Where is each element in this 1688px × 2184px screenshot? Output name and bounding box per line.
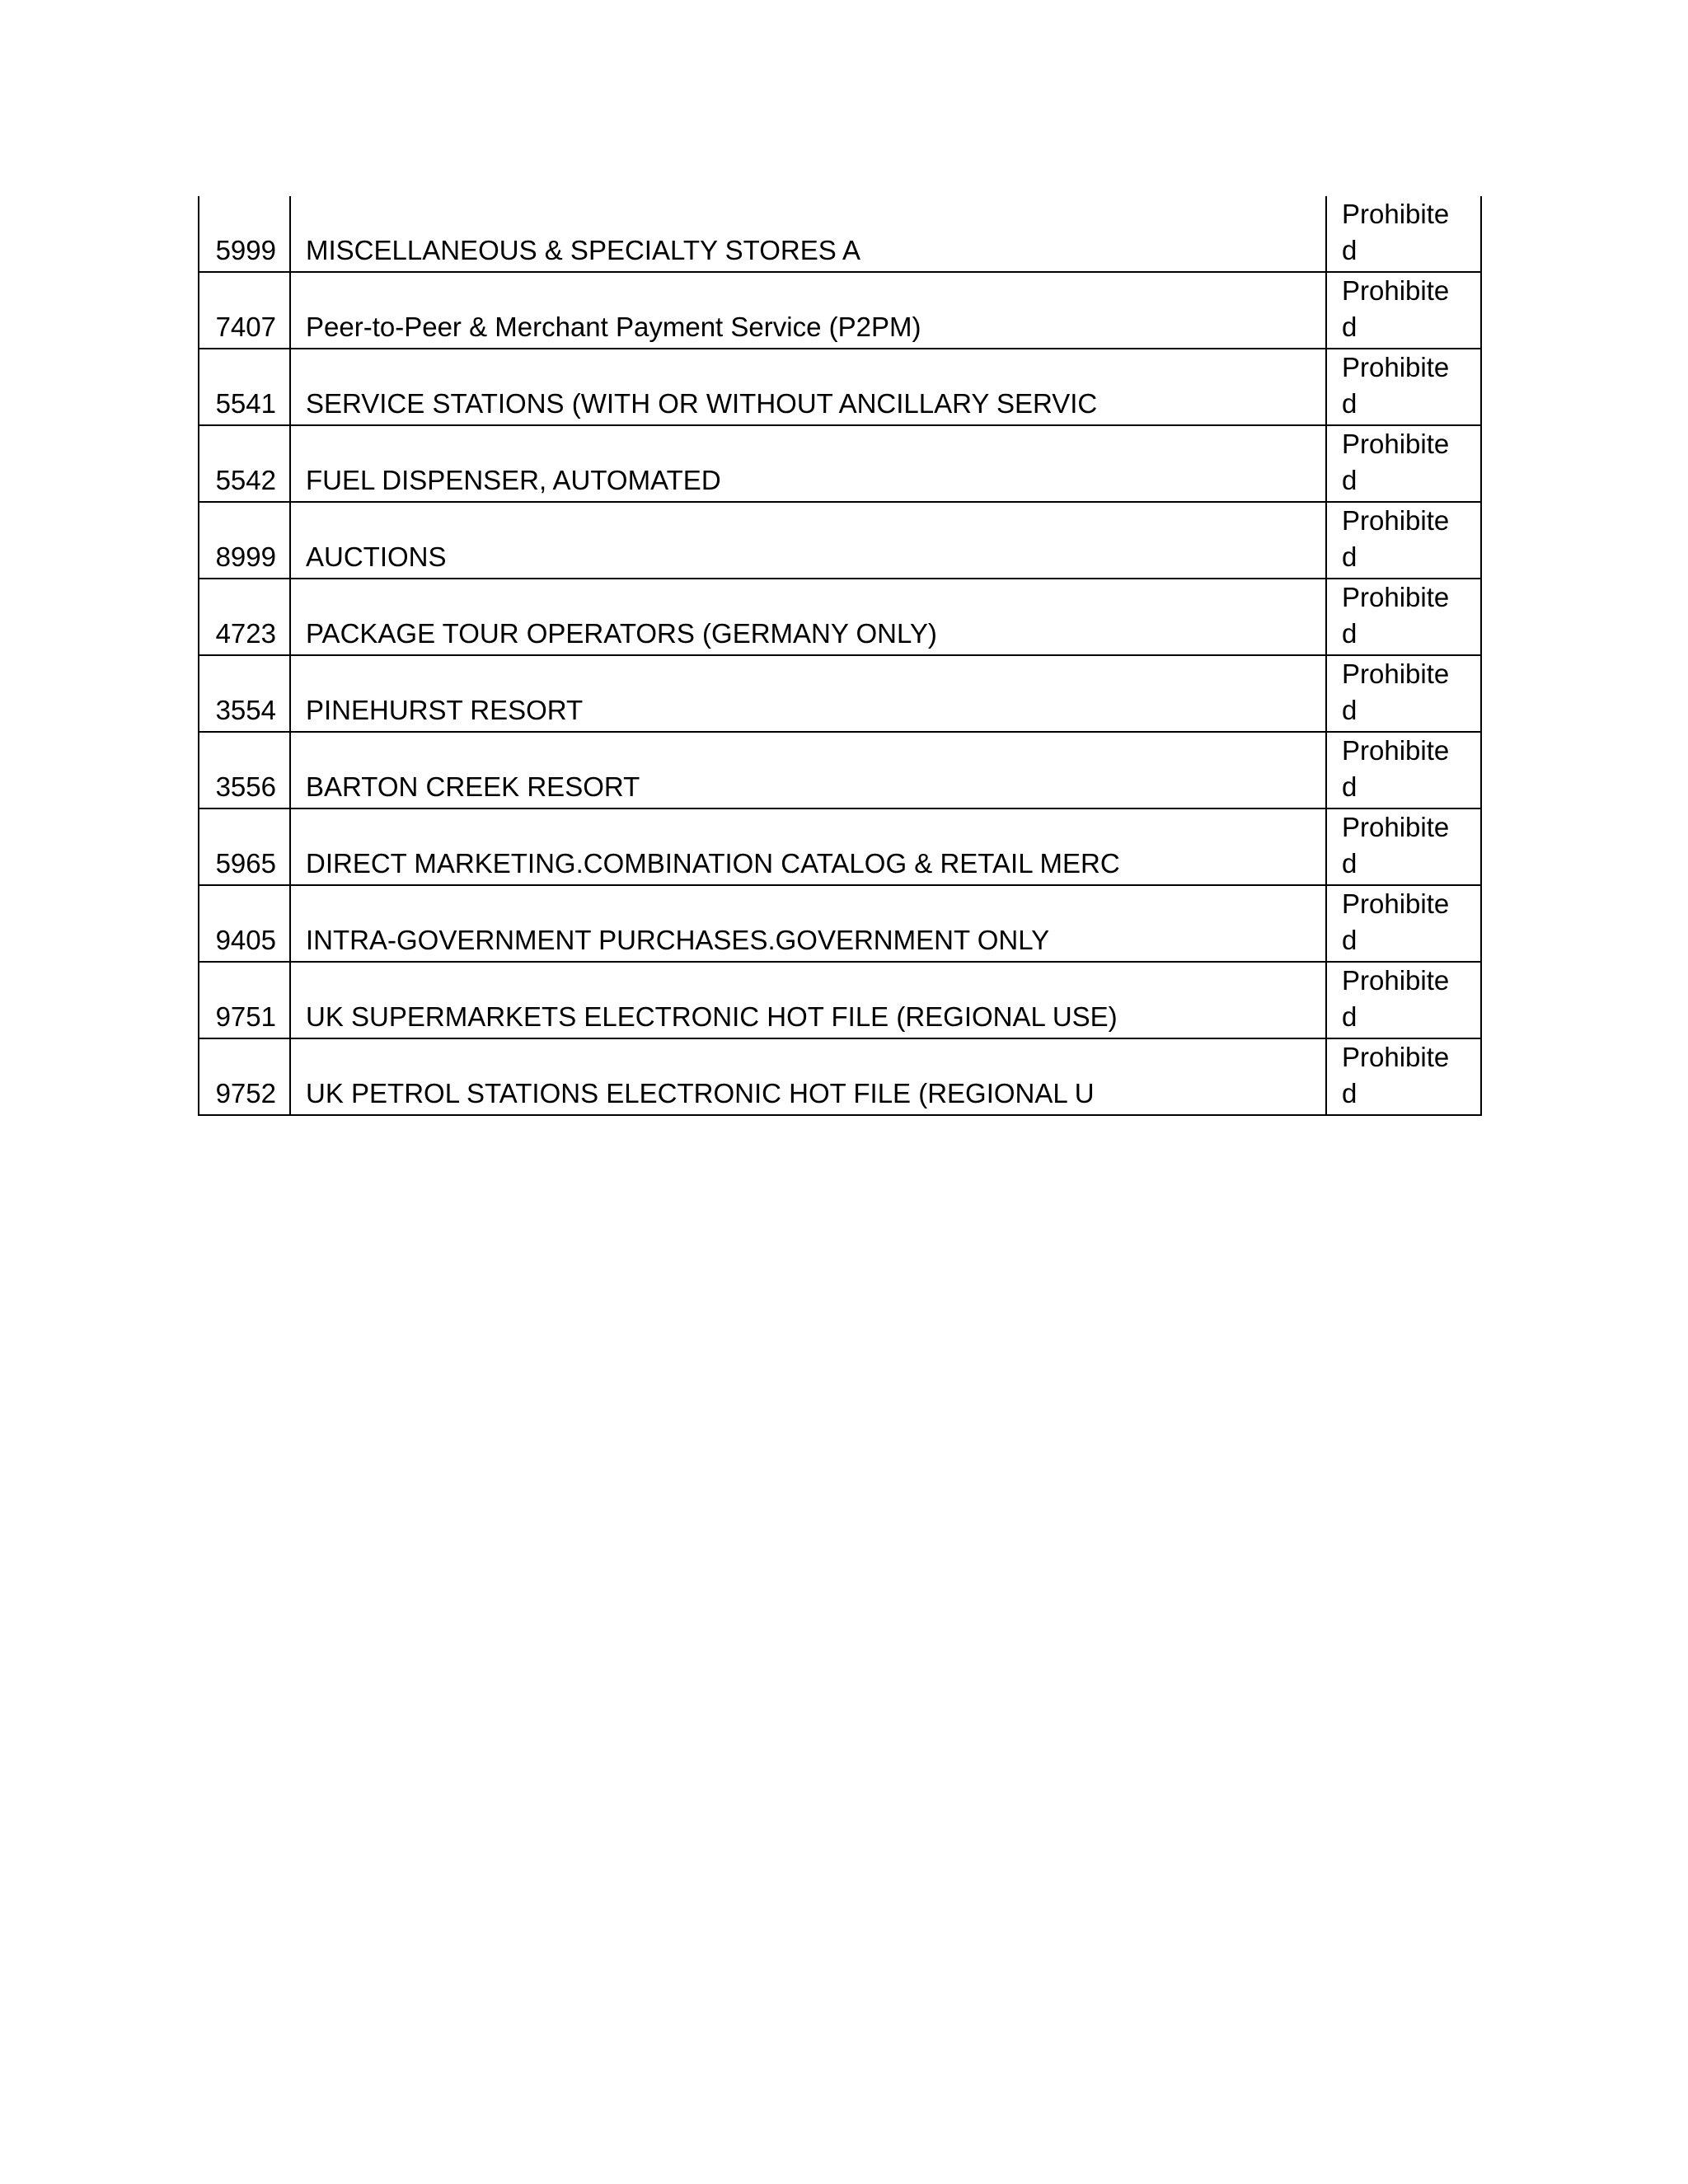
- status-text: Prohibited: [1342, 1042, 1450, 1108]
- table-row: [199, 962, 1481, 1038]
- mcc-status-cell: [1326, 425, 1481, 502]
- table-row: [199, 349, 1481, 425]
- mcc-description-cell: PACKAGE TOUR OPERATORS (GERMANY ONLY): [290, 579, 1326, 655]
- status-text: Prohibited: [1342, 658, 1450, 725]
- mcc-description-cell: DIRECT MARKETING.COMBINATION CATALOG & RETAIL MERC: [290, 808, 1326, 885]
- status-text: Prohibited: [1342, 965, 1450, 1032]
- mcc-description-cell: BARTON CREEK RESORT: [290, 732, 1326, 808]
- mcc-code-cell: 5541: [199, 349, 290, 425]
- status-text: Prohibited: [1342, 505, 1450, 572]
- mcc-description-cell: SERVICE STATIONS (WITH OR WITHOUT ANCILLARY SERVIC: [290, 349, 1326, 425]
- status-text: Prohibited: [1342, 888, 1450, 955]
- mcc-description-cell: INTRA-GOVERNMENT PURCHASES.GOVERNMENT ONLY: [290, 885, 1326, 962]
- mcc-code-cell: 5999: [199, 196, 290, 272]
- mcc-description-cell: AUCTIONS: [290, 502, 1326, 579]
- table-row: [199, 655, 1481, 732]
- mcc-code-cell: 9405: [199, 885, 290, 962]
- table-row: [199, 732, 1481, 808]
- mcc-code-cell: 7407: [199, 272, 290, 349]
- table-row: [199, 502, 1481, 579]
- mcc-status-cell: [1326, 808, 1481, 885]
- mcc-status-cell: [1326, 502, 1481, 579]
- mcc-code-cell: 8999: [199, 502, 290, 579]
- mcc-code-cell: 4723: [199, 579, 290, 655]
- status-text: Prohibited: [1342, 812, 1450, 879]
- table-row: [199, 579, 1481, 655]
- status-text: Prohibited: [1342, 582, 1450, 649]
- status-text: Prohibited: [1342, 735, 1450, 802]
- mcc-status-cell: [1326, 655, 1481, 732]
- merchant-category-table: [198, 196, 1482, 1116]
- mcc-status-cell: [1326, 579, 1481, 655]
- table-row: [199, 885, 1481, 962]
- table-row: [199, 808, 1481, 885]
- mcc-code-cell: 5542: [199, 425, 290, 502]
- mcc-status-cell: [1326, 962, 1481, 1038]
- mcc-status-cell: [1326, 1038, 1481, 1115]
- mcc-code-cell: 9751: [199, 962, 290, 1038]
- mcc-code-cell: 3554: [199, 655, 290, 732]
- status-text: Prohibited: [1342, 275, 1450, 342]
- mcc-description-cell: PINEHURST RESORT: [290, 655, 1326, 732]
- mcc-status-cell: [1326, 885, 1481, 962]
- table-row: [199, 272, 1481, 349]
- mcc-description-cell: FUEL DISPENSER, AUTOMATED: [290, 425, 1326, 502]
- table-row: [199, 196, 1481, 272]
- mcc-code-cell: 5965: [199, 808, 290, 885]
- status-text: Prohibited: [1342, 199, 1450, 265]
- status-text: Prohibited: [1342, 352, 1450, 419]
- mcc-description-cell: MISCELLANEOUS & SPECIALTY STORES A: [290, 196, 1326, 272]
- table-row: [199, 1038, 1481, 1115]
- mcc-code-cell: 9752: [199, 1038, 290, 1115]
- mcc-description-cell: Peer-to-Peer & Merchant Payment Service (P2PM): [290, 272, 1326, 349]
- mcc-code-cell: 3556: [199, 732, 290, 808]
- mcc-description-cell: UK SUPERMARKETS ELECTRONIC HOT FILE (REGIONAL USE): [290, 962, 1326, 1038]
- status-text: Prohibited: [1342, 429, 1450, 495]
- mcc-status-cell: [1326, 196, 1481, 272]
- table-row: [199, 425, 1481, 502]
- mcc-description-cell: UK PETROL STATIONS ELECTRONIC HOT FILE (REGIONAL U: [290, 1038, 1326, 1115]
- mcc-status-cell: [1326, 732, 1481, 808]
- mcc-status-cell: [1326, 272, 1481, 349]
- mcc-status-cell: [1326, 349, 1481, 425]
